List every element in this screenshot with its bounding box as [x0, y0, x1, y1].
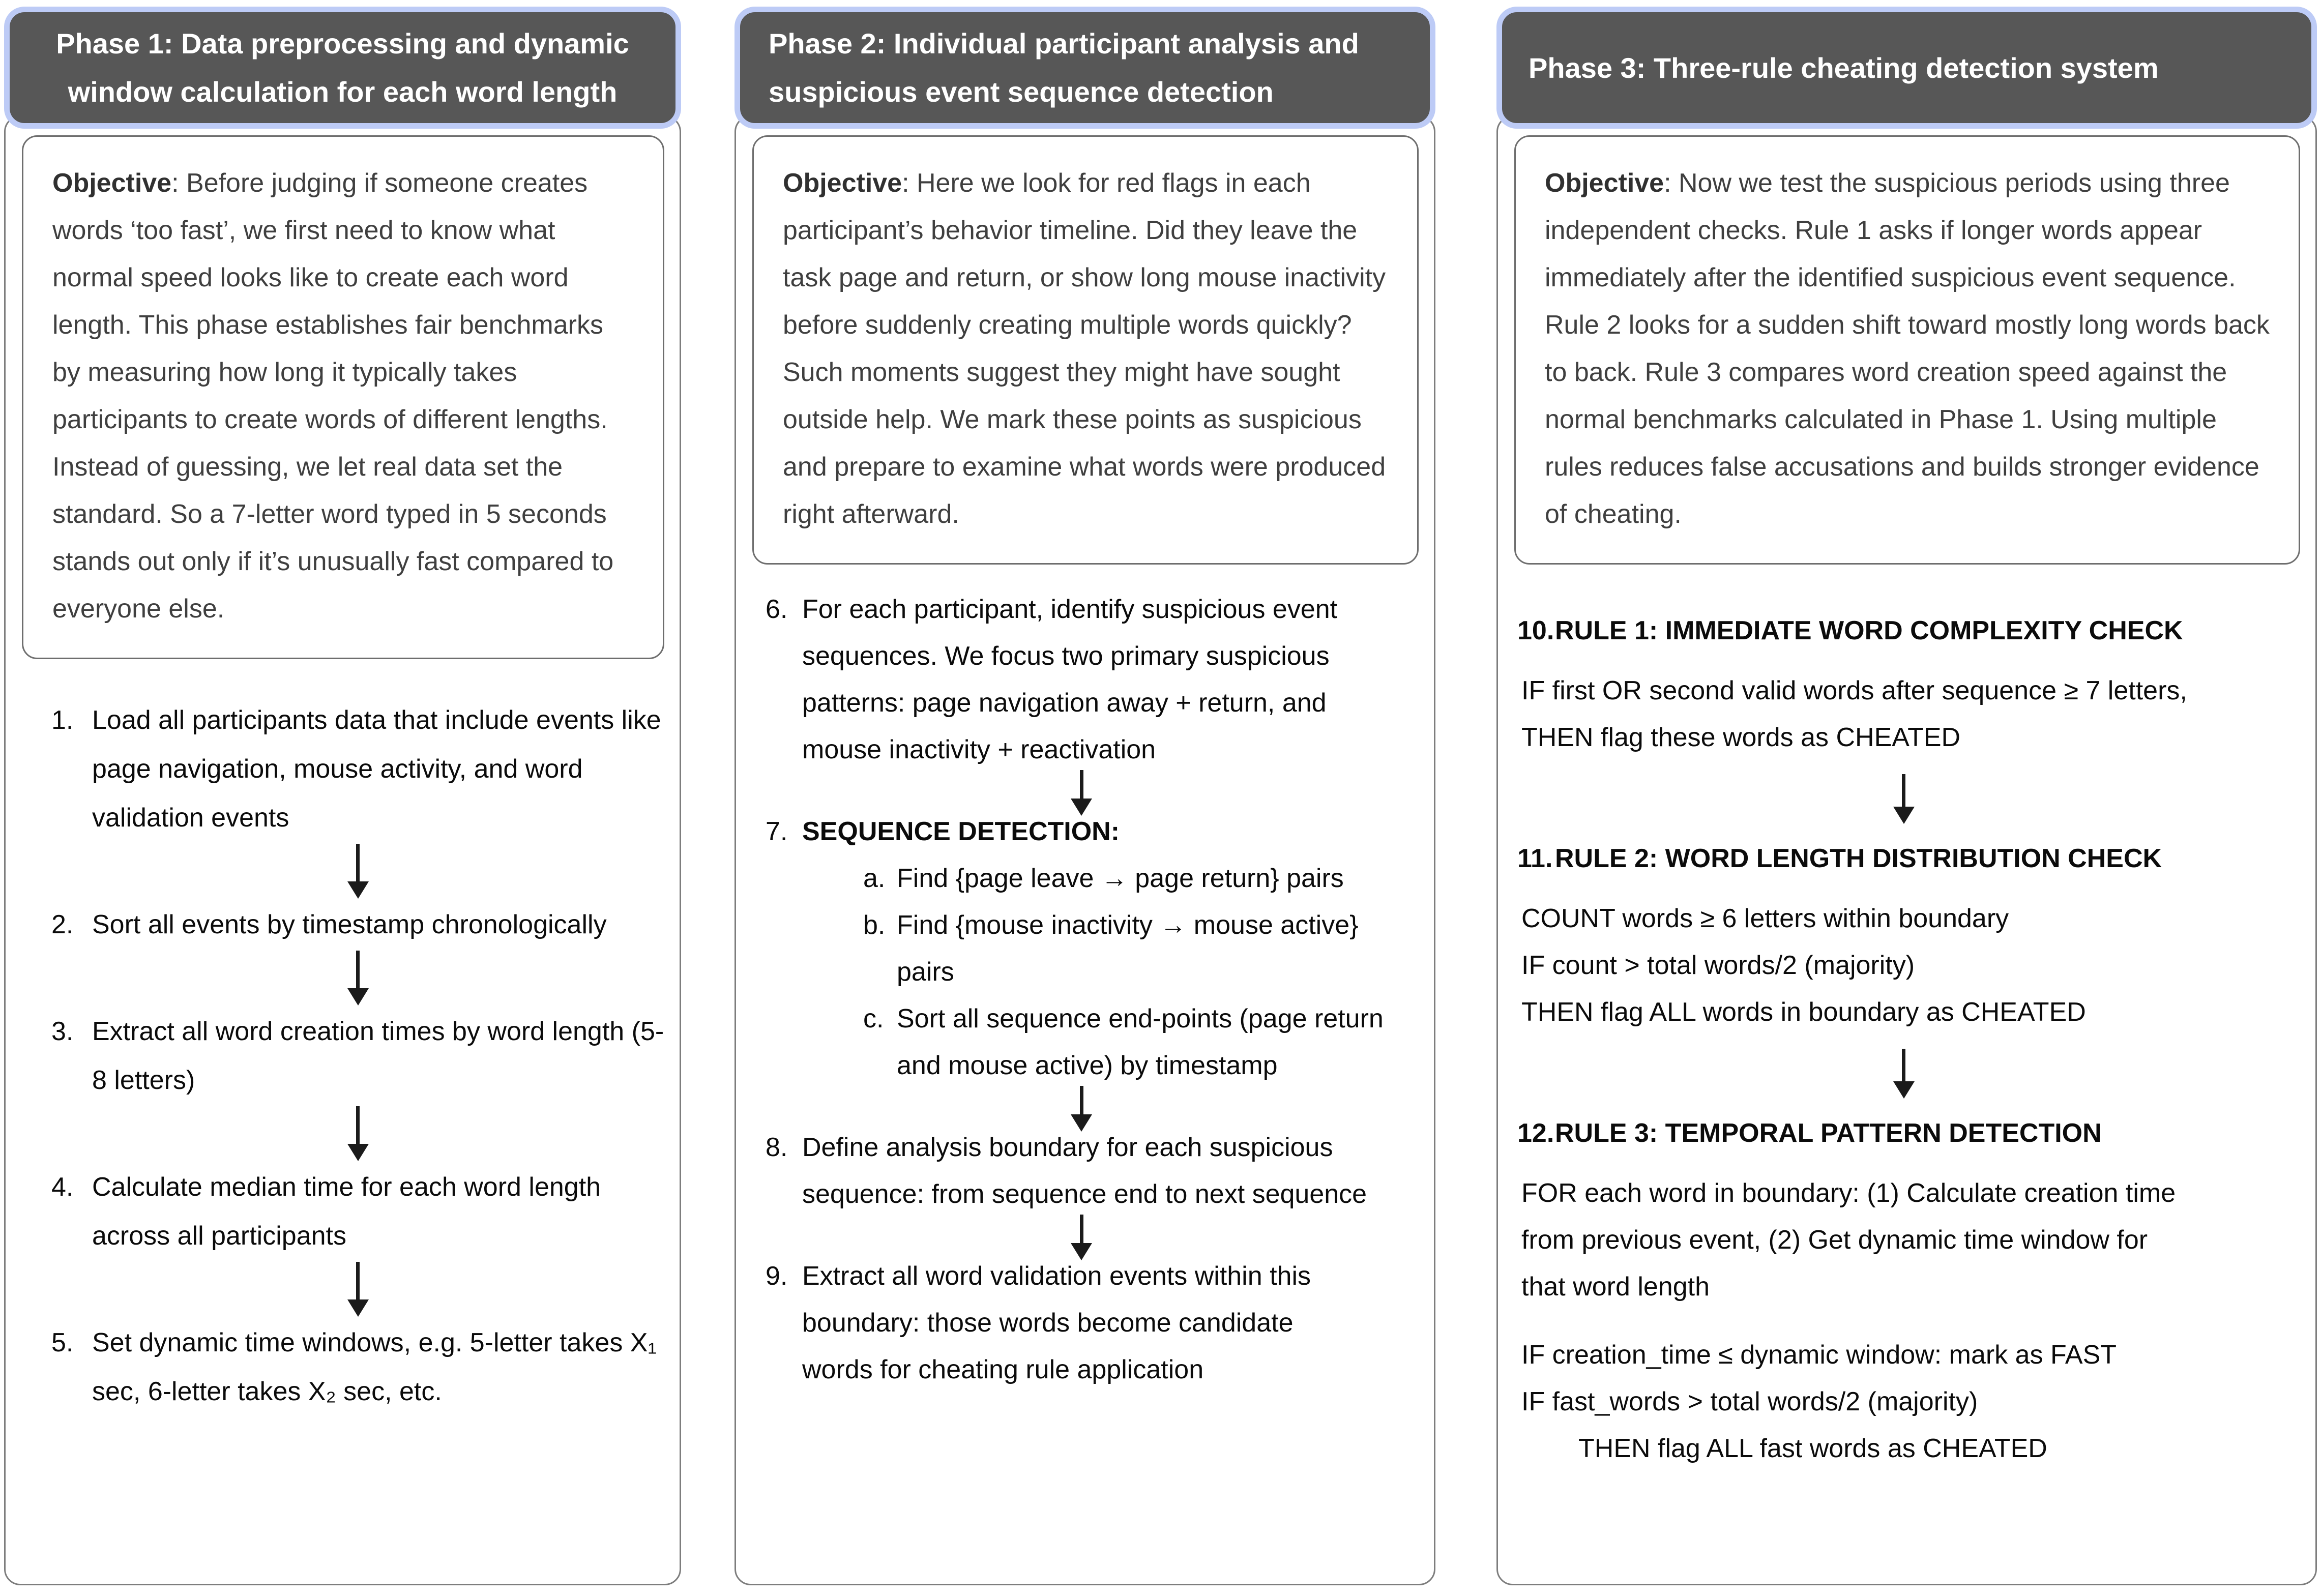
- sequence-detection-substeps: [863, 855, 1397, 1089]
- phase2-steps: [736, 586, 1434, 1393]
- rule-number: 12.: [1517, 1118, 1554, 1148]
- step-text: Extract all word creation times by word length (5-8 letters): [92, 1017, 664, 1095]
- phase1-objective-box: [22, 135, 664, 659]
- rule-2-block: [1517, 835, 2290, 1036]
- step-text: Calculate median time for each word length across all participants: [92, 1172, 601, 1251]
- step-number: 9.: [766, 1261, 788, 1291]
- rule-body-line: COUNT words ≥ 6 letters within boundary: [1521, 904, 2009, 933]
- objective-label: Objective: [1545, 168, 1664, 198]
- phase3-rules: [1498, 607, 2315, 1472]
- phase2-column: [735, 7, 1435, 1585]
- rule-heading: RULE 2: WORD LENGTH DISTRIBUTION CHECK: [1555, 844, 2162, 873]
- phase1-title: Phase 1: Data preprocessing and dynamic window calculation for each word length: [56, 27, 629, 108]
- substep-text: Sort all sequence end-points (page return and mouse active) by timestamp: [897, 1004, 1384, 1080]
- substep-a: [863, 855, 1397, 902]
- rule-body-line: THEN flag these words as CHEATED: [1521, 723, 1961, 752]
- objective-label: Objective: [52, 168, 172, 198]
- step-text: Set dynamic time windows, e.g. 5-letter takes X₁ sec, 6-letter takes X₂ sec, etc.: [92, 1328, 657, 1406]
- rule-heading: RULE 3: TEMPORAL PATTERN DETECTION: [1555, 1118, 2102, 1148]
- phase2-header: [735, 7, 1435, 129]
- step-number: 2.: [51, 910, 74, 939]
- step-5: [51, 1318, 664, 1416]
- step-number: 8.: [766, 1133, 788, 1162]
- phase3-card: [1496, 115, 2317, 1585]
- rule-2-body: [1521, 895, 2198, 1036]
- substep-letter: a.: [863, 864, 886, 893]
- step-number: 5.: [51, 1328, 74, 1357]
- step-text: Load all participants data that include events like page navigation, mouse activity, and word validation events: [92, 705, 661, 833]
- rule-body-line: THEN flag ALL words in boundary as CHEATED: [1521, 997, 2086, 1027]
- objective-label: Objective: [783, 168, 902, 198]
- step-4: [51, 1163, 664, 1260]
- flow-arrow: [1902, 774, 1905, 807]
- rule-number: 11.: [1517, 844, 1553, 873]
- flow-arrow: [1902, 1049, 1905, 1081]
- phase3-column: [1496, 7, 2317, 1585]
- step-number: 3.: [51, 1017, 74, 1046]
- step-number: 1.: [51, 705, 74, 735]
- step-9: [766, 1253, 1397, 1393]
- flow-arrow: [356, 951, 360, 988]
- flow-arrow: [356, 844, 360, 881]
- rule-body-line: IF first OR second valid words after sequence ≥ 7 letters,: [1521, 676, 2187, 705]
- step-7: [766, 808, 1397, 1089]
- rule-body-line: IF creation_time ≤ dynamic window: mark as FAST: [1521, 1340, 2117, 1370]
- phase1-card: [4, 115, 681, 1585]
- substep-letter: b.: [863, 910, 886, 940]
- rule-body-line: THEN flag ALL fast words as CHEATED: [1578, 1434, 2047, 1463]
- rule-1-block: [1517, 607, 2290, 761]
- substep-b: [863, 902, 1397, 995]
- rule-3-block: [1517, 1110, 2290, 1472]
- step-number: 6.: [766, 595, 788, 624]
- phase2-card: [735, 115, 1435, 1585]
- flow-arrow: [1080, 1086, 1083, 1114]
- step-text: For each participant, identify suspicious event sequences. We focus two primary suspicious patterns: page navigation away + return, and mouse inactivity + reactivation: [802, 595, 1338, 764]
- step-heading: SEQUENCE DETECTION:: [802, 817, 1120, 846]
- phase3-title: Phase 3: Three-rule cheating detection system: [1529, 51, 2159, 84]
- phase1-header: [4, 7, 681, 129]
- step-6: [766, 586, 1397, 773]
- step-text: Sort all events by timestamp chronologically: [92, 910, 607, 939]
- step-1: [51, 696, 664, 842]
- step-number: 7.: [766, 817, 788, 846]
- rule-body-line: IF fast_words > total words/2 (majority): [1521, 1387, 1978, 1416]
- flow-arrow: [356, 1106, 360, 1144]
- rule-body-line: FOR each word in boundary: (1) Calculate creation time from previous event, (2) Get dynamic time window for that word length: [1521, 1178, 2176, 1302]
- flow-arrow: [1080, 770, 1083, 799]
- step-8: [766, 1124, 1397, 1218]
- phase3-objective-box: [1514, 135, 2300, 565]
- phase3-header: [1496, 7, 2317, 129]
- rule-3-body: [1521, 1170, 2198, 1472]
- phase2-objective-box: [752, 135, 1419, 565]
- phase1-steps: [6, 696, 680, 1416]
- step-3: [51, 1007, 664, 1105]
- substep-letter: c.: [863, 1004, 884, 1033]
- flow-arrow: [356, 1262, 360, 1299]
- step-text: Define analysis boundary for each suspicious sequence: from sequence end to next sequence: [802, 1133, 1367, 1209]
- rule-body-line: IF count > total words/2 (majority): [1521, 951, 1915, 980]
- flow-arrow: [1080, 1215, 1083, 1243]
- step-number: 4.: [51, 1172, 74, 1202]
- substep-c: [863, 995, 1397, 1089]
- objective-text: : Now we test the suspicious periods using three independent checks. Rule 1 asks if longer words appear immediately after the identified suspicious event sequence. Rule 2 looks for a sudden shift toward mostly long words back to back. Rule 3 compares word creation speed against the normal benchmarks calculated in Phase 1. Using multiple rules reduces false accusations and builds stronger evidence of cheating.: [1545, 168, 2270, 529]
- objective-text: : Here we look for red flags in each participant’s behavior timeline. Did they leave the task page and return, or show long mouse inactivity before suddenly creating multiple words quickly? Such moments suggest they might have sought outside help. We mark these points as suspicious and prepare to examine what words were produced right afterward.: [783, 168, 1386, 529]
- phase2-title: Phase 2: Individual participant analysis and suspicious event sequence detection: [769, 27, 1359, 108]
- rule-heading: RULE 1: IMMEDIATE WORD COMPLEXITY CHECK: [1555, 616, 2183, 645]
- step-2: [51, 900, 664, 949]
- phase1-column: [4, 7, 681, 1585]
- substep-text: Find {page leave → page return} pairs: [897, 864, 1344, 893]
- step-text: Extract all word validation events within this boundary: those words become candidate words for cheating rule application: [802, 1261, 1311, 1384]
- objective-text: : Before judging if someone creates words ‘too fast’, we first need to know what normal speed looks like to create each word length. This phase establishes fair benchmarks by measuring how long it typically takes participants to create words of different lengths. Instead of guessing, we let real data set the standard. So a 7-letter word typed in 5 seconds stands out only if it’s unusually fast compared to everyone else.: [52, 168, 614, 624]
- rule-1-body: [1521, 667, 2198, 761]
- rule-number: 10.: [1517, 616, 1554, 645]
- substep-text: Find {mouse inactivity → mouse active} pairs: [897, 910, 1359, 987]
